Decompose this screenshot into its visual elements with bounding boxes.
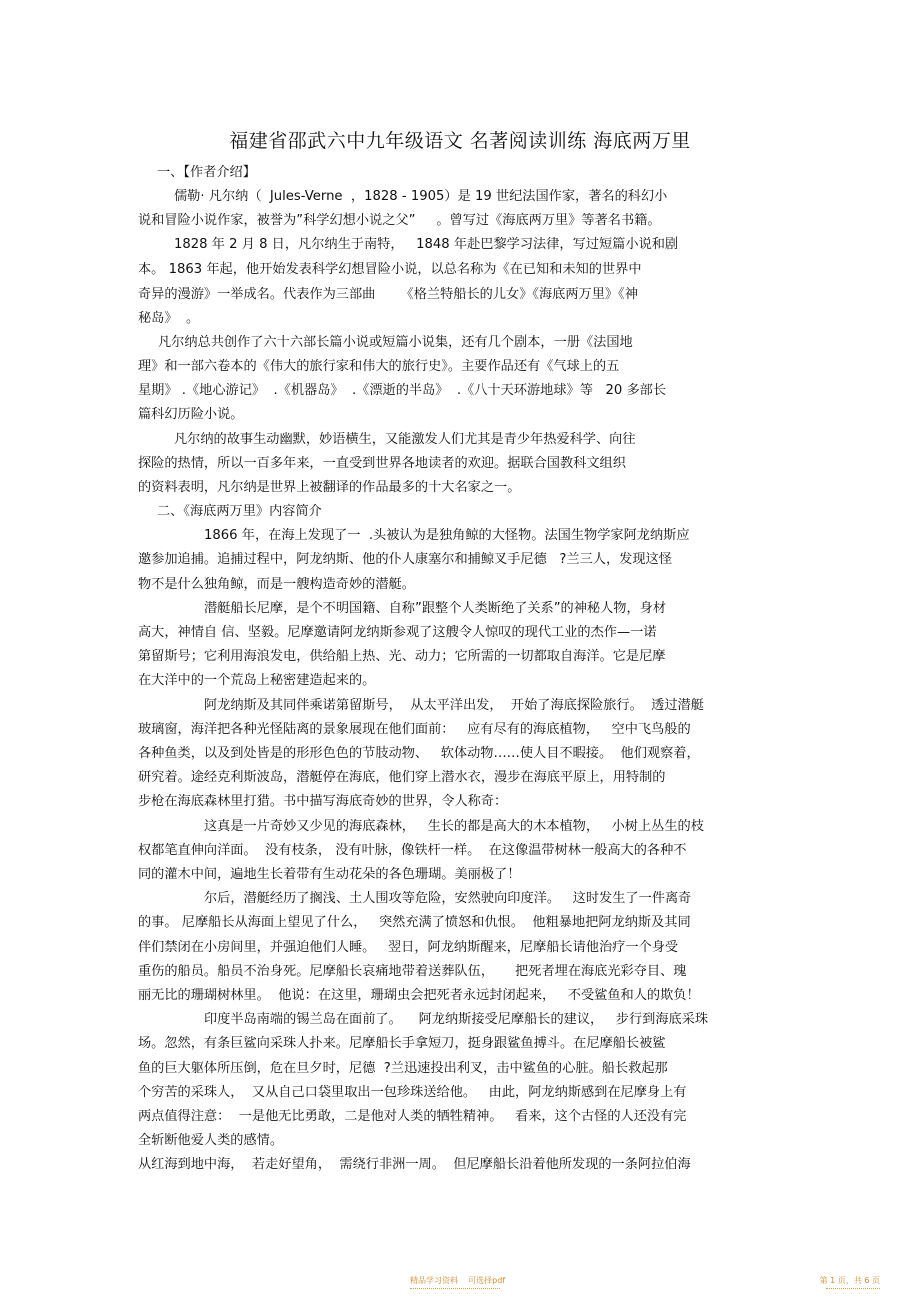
text-line: 探险的热情，所以一百多年来，一直受到世界各地读者的欢迎。据联合国教科文组织 xyxy=(138,456,626,471)
text-line: 理》和一部六卷本的《伟大的旅行家和伟大的旅行史》。主要作品还有《气球上的五 xyxy=(138,359,620,374)
text-line: 1828 年 2 月 8 日，凡尔纳生于南特， 1848 年赴巴黎学习法律，写过短篇小说和剧 xyxy=(174,237,679,252)
text-line: 潜艇船长尼摩，是个不明国籍、自称”跟整个人类断绝了关系”的神秘人物，身材 xyxy=(204,601,667,616)
text-line: 篇科幻历险小说。 xyxy=(138,407,244,422)
text-line: 伴们禁闭在小房间里，并强迫他们人睡。 翌日，阿龙纳斯醒来，尼摩船长请他治疗一个身受 xyxy=(138,940,679,955)
footer-left: 精品学习资料 可选择pdf xyxy=(410,1276,506,1285)
text-line: 奇异的漫游》一举成名。代表作为三部曲 《格兰特船长的儿女》《海底两万里》《神 xyxy=(138,287,638,302)
text-line: 的资料表明，凡尔纳是世界上被翻译的作品最多的十大名家之一。 xyxy=(138,480,521,495)
text-line: 各种鱼类，以及到处皆是的形形色色的节肢动物、 软体动物……使人目不暇接。 他们观察着， xyxy=(138,746,700,761)
text-line: 权都笔直伸向洋面。 没有枝条， 没有叶脉，像铁杆一样。 在这像温带树林一般高大的各种不 xyxy=(138,843,687,858)
text-line: 的事。 尼摩船长从海面上望见了什么， 突然充满了愤怒和仇恨。 他粗暴地把阿龙纳斯及其同 xyxy=(138,915,691,930)
text-line: 1866 年，在海上发现了一 .头被认为是独角鲸的大怪物。法国生物学家阿龙纳斯应 xyxy=(204,528,690,543)
text-line: 玻璃窗，海洋把各种光怪陆离的景象展现在他们面前： 应有尽有的海底植物， 空中飞鸟般的 xyxy=(138,722,691,737)
text-line: 个穷苦的采珠人， 又从自己口袋里取出一包珍珠送给他。 由此，阿龙纳斯感到在尼摩身上有 xyxy=(138,1085,687,1100)
page-title: 福建省邵武六中九年级语文 名著阅读训练 海底两万里 xyxy=(229,130,691,152)
text-line: 研究着。途经克利斯波岛，潜艇停在海底，他们穿上潜水衣，漫步在海底平原上，用特制的 xyxy=(138,770,666,785)
text-line: 尔后，潜艇经历了搁浅、土人围攻等危险，安然驶向印度洋。 这时发生了一件离奇 xyxy=(204,891,692,906)
text-line: 第留斯号；它利用海浪发电，供给船上热、光、动力；它所需的一切都取自海洋。它是尼摩 xyxy=(138,649,666,664)
text-line: 邀参加追捕。追捕过程中，阿龙纳斯、他的仆人康塞尔和捕鲸叉手尼德 ?兰三人，发现这怪 xyxy=(138,552,672,567)
text-line: 凡尔纳总共创作了六十六部长篇小说或短篇小说集，还有几个剧本，一册《法国地 xyxy=(158,335,633,350)
text-line: 说和冒险小说作家，被誉为”科学幻想小说之父” 。曾写过《海底两万里》等著名书籍。 xyxy=(138,213,661,228)
footer-divider xyxy=(410,1288,500,1289)
text-line: 从红海到地中海， 若走好望角， 需绕行非洲一周。 但尼摩船长沿着他所发现的一条阿拉伯海 xyxy=(138,1157,691,1172)
text-line: 全斩断他爱人类的感情。 xyxy=(138,1133,284,1148)
text-line: 秘岛》 。 xyxy=(138,311,200,326)
text-line: 阿龙纳斯及其同伴乘诺第留斯号， 从太平洋出发， 开始了海底探险旅行。 透过潜艇 xyxy=(204,698,704,713)
text-line: 物不是什么独角鲸，而是一艘构造奇妙的潜艇。 xyxy=(138,577,415,592)
text-line: 场。忽然，有条巨鲨向采珠人扑来。尼摩船长手拿短刀，挺身跟鲨鱼搏斗。在尼摩船长被鲨 xyxy=(138,1036,666,1051)
text-line: 同的灌木中间，遍地生长着带有生动花朵的各色珊瑚。美丽极了！ xyxy=(138,867,521,882)
text-line: 印度半岛南端的锡兰岛在面前了。 阿龙纳斯接受尼摩船长的建议， 步行到海底采珠 xyxy=(204,1012,709,1027)
text-line: 两点值得注意： 一是他无比勇敢，二是他对人类的牺牲精神。 看来，这个古怪的人还没有完 xyxy=(138,1109,687,1124)
text-line: 二、《海底两万里》内容简介 xyxy=(157,504,322,519)
footer-divider xyxy=(826,1288,880,1289)
text-line: 丽无比的珊瑚树林里。 他说：在这里，珊瑚虫会把死者永远封闭起来， 不受鲨鱼和人的欺负！ xyxy=(138,988,700,1003)
text-line: 本。 1863 年起，他开始发表科学幻想冒险小说，以总名称为《在已知和未知的世界中 xyxy=(138,262,642,277)
text-line: 儒勒· 凡尔纳（ Jules-Verne ，1828 - 1905）是 19 世纪法国作家，著名的科幻小 xyxy=(174,189,668,204)
text-line: 鱼的巨大躯体所压倒，危在旦夕时，尼德 ?兰迅速投出利叉，击中鲨鱼的心脏。船长救起那 xyxy=(138,1061,668,1076)
text-line: 一、【作者介绍】 xyxy=(157,165,256,180)
text-line: 重伤的船员。船员不治身死。尼摩船长哀痛地带着送葬队伍， 把死者埋在海底光彩夺目、瑰 xyxy=(138,964,687,979)
text-line: 凡尔纳的故事生动幽默，妙语横生，又能激发人们尤其是青少年热爱科学、向往 xyxy=(174,432,636,447)
text-line: 在大洋中的一个荒岛上秘密建造起来的。 xyxy=(138,673,376,688)
text-line: 星期》 .《地心游记》 .《机器岛》 .《漂逝的半岛》 .《八十天环游地球》等 20 多部长 xyxy=(138,383,667,398)
text-line: 这真是一片奇妙又少见的海底森林， 生长的都是高大的木本植物， 小树上丛生的枝 xyxy=(204,819,704,834)
footer-right: 第 1 页，共 6 页 xyxy=(819,1276,880,1285)
text-line: 步枪在海底森林里打猎。书中描写海底奇妙的世界，令人称奇： xyxy=(138,794,508,809)
text-line: 高大，神情自 信、坚毅。尼摩邀请阿龙纳斯参观了这艘令人惊叹的现代工业的杰作—一诺 xyxy=(138,625,657,640)
